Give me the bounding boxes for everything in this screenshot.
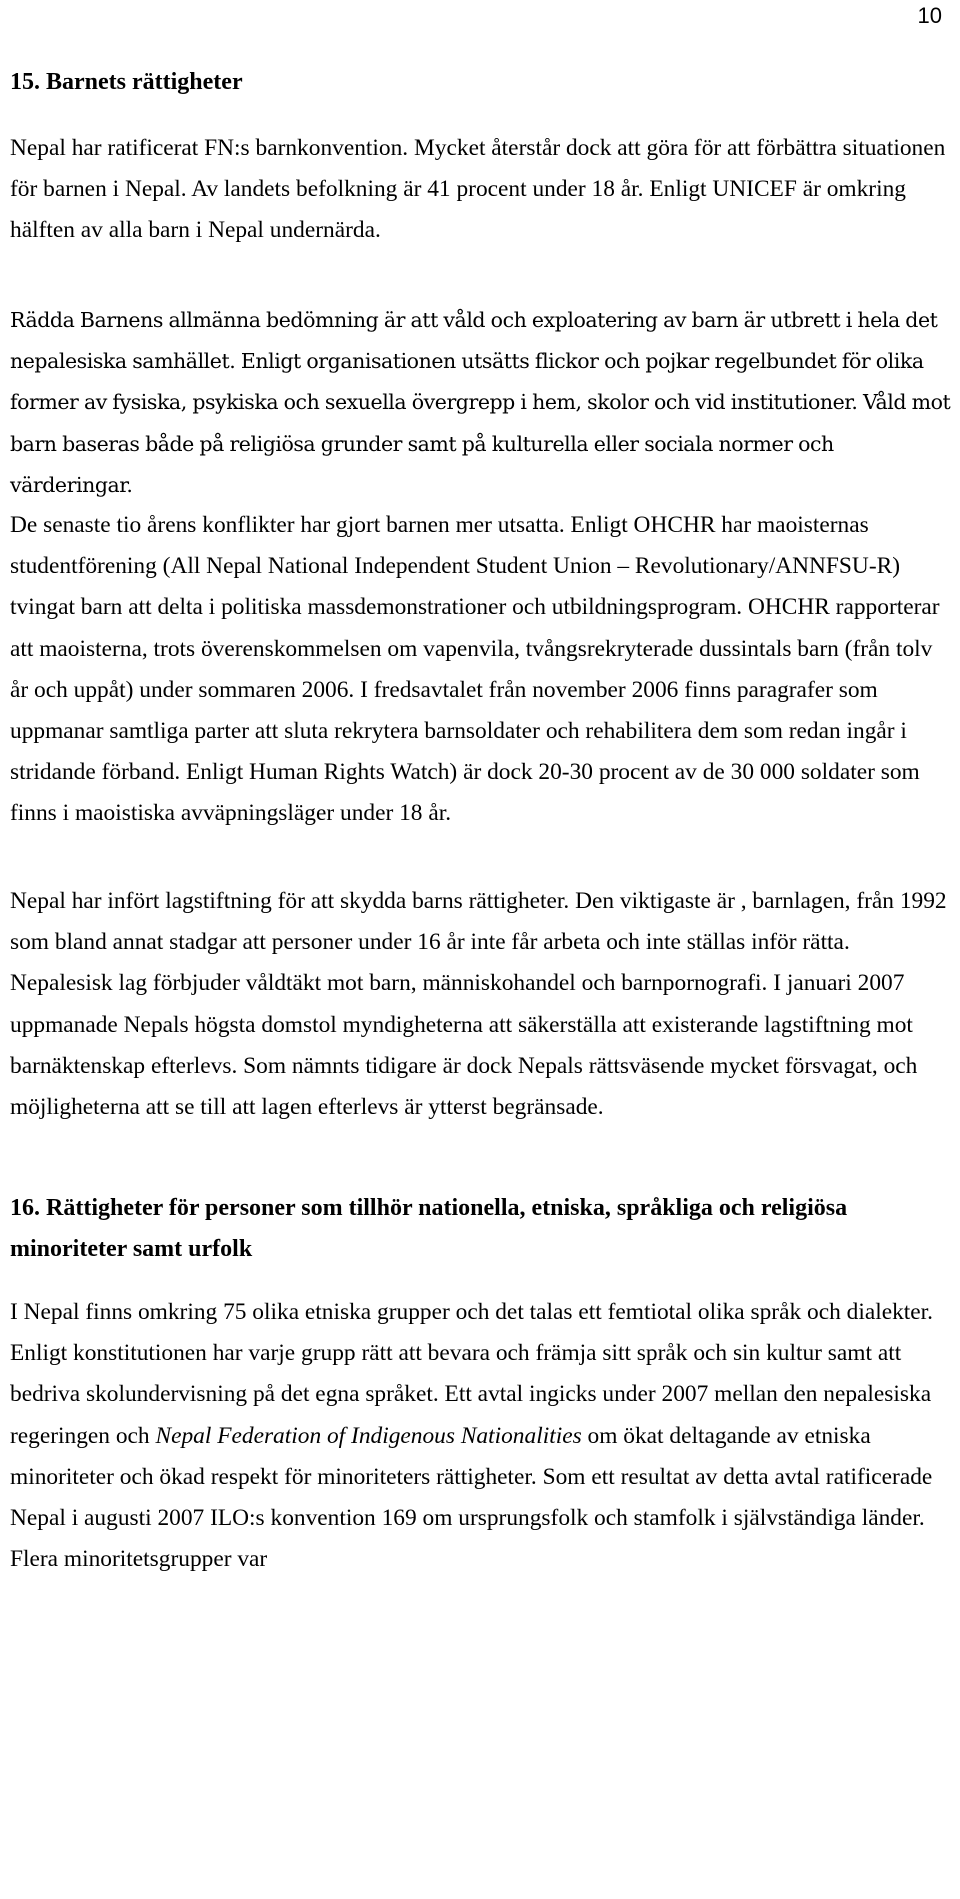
paragraph-text: om ökat deltagande av etniska minoriteter och ökad respekt för minoriteters rättigheter. Som ett resultat av detta avtal ratificerade Nepal i augusti 2007 ILO:s konvention 169 om ursprungsfolk och stamfolk i självständiga länder. Flera minoritetsgrupper var bbox=[10, 1422, 933, 1573]
page-number: 10 bbox=[917, 3, 942, 28]
section-15-paragraph-3: De senaste tio årens konflikter har gjort barnen mer utsatta. Enligt OHCHR har maoisternas studentförening (All Nepal National Independent Student Union – Revolutionary/ANNFSU-R) tvingat barn att delta i politiska massdemonstrationer och utbildningsprogram. OHCHR rapporterar att maoisterna, trots överenskommelsen om vapenvila, tvångsrekryterade dussintals barn (från tolv år och uppåt) under sommaren 2006. I fredsavtalet från november 2006 finns paragrafer som uppmanar samtliga parter att sluta rekrytera barnsoldater och rehabilitera dem som redan ingår i stridande förband. Enligt Human Rights Watch) är dock 20-30 procent av de 30 000 soldater som finns i maoistiska avväpningsläger under 18 år. bbox=[10, 512, 940, 827]
section-15-paragraph-2: Rädda Barnens allmänna bedömning är att våld och exploatering av barn är utbrett i hela det nepalesiska samhället. Enligt organisationen utsätts flickor och pojkar regelbundet för olika former av fysiska, psykiska och sexuella övergrepp i hem, skolor och vid institutioner. Våld mot barn baseras både på religiösa grunder samt på kulturella eller sociala normer och värderingar. bbox=[10, 308, 951, 497]
section-15-paragraph-1: Nepal har ratificerat FN:s barnkonvention. Mycket återstår dock att göra för att förbättra situationen för barnen i Nepal. Av landets befolkning är 41 procent under 18 år. Enligt UNICEF är omkring hälften av alla barn i Nepal undernärda. bbox=[10, 135, 946, 244]
section-15-paragraph-4: Nepal har infört lagstiftning för att skydda barns rättigheter. Den viktigaste är , barnlagen, från 1992 som bland annat stadgar att personer under 16 år inte får arbeta och inte ställas inför rätta. Nepalesisk lag förbjuder våldtäkt mot barn, människohandel och barnpornografi. I januari 2007 uppmanade Nepals högsta domstol myndigheterna att säkerställa att existerande lagstiftning mot barnäktenskap efterlevs. Som nämnts tidigare är dock Nepals rättsväsende mycket försvagat, och möjligheterna att se till att lagen efterlevs är ytterst begränsade. bbox=[10, 888, 947, 1121]
section-15-heading: 15. Barnets rättigheter bbox=[10, 69, 243, 95]
section-16-paragraph-1 bbox=[10, 1292, 952, 1580]
paragraph-text: I Nepal finns omkring 75 olika etniska grupper och det talas ett femtiotal olika språk och dialekter. Enligt konstitutionen har varje grupp rätt att bevara och främja sitt språk och sin kultur samt att bedriva skolundervisning på det egna språket. Ett avtal ingicks under 2007 mellan den nepalesiska regeringen och bbox=[10, 1299, 934, 1449]
section-16-heading: 16. Rättigheter för personer som tillhör nationella, etniska, språkliga och religiösa minoriteter samt urfolk bbox=[10, 1195, 848, 1262]
organization-name: Nepal Federation of Indigenous Nationalities bbox=[155, 1422, 582, 1449]
